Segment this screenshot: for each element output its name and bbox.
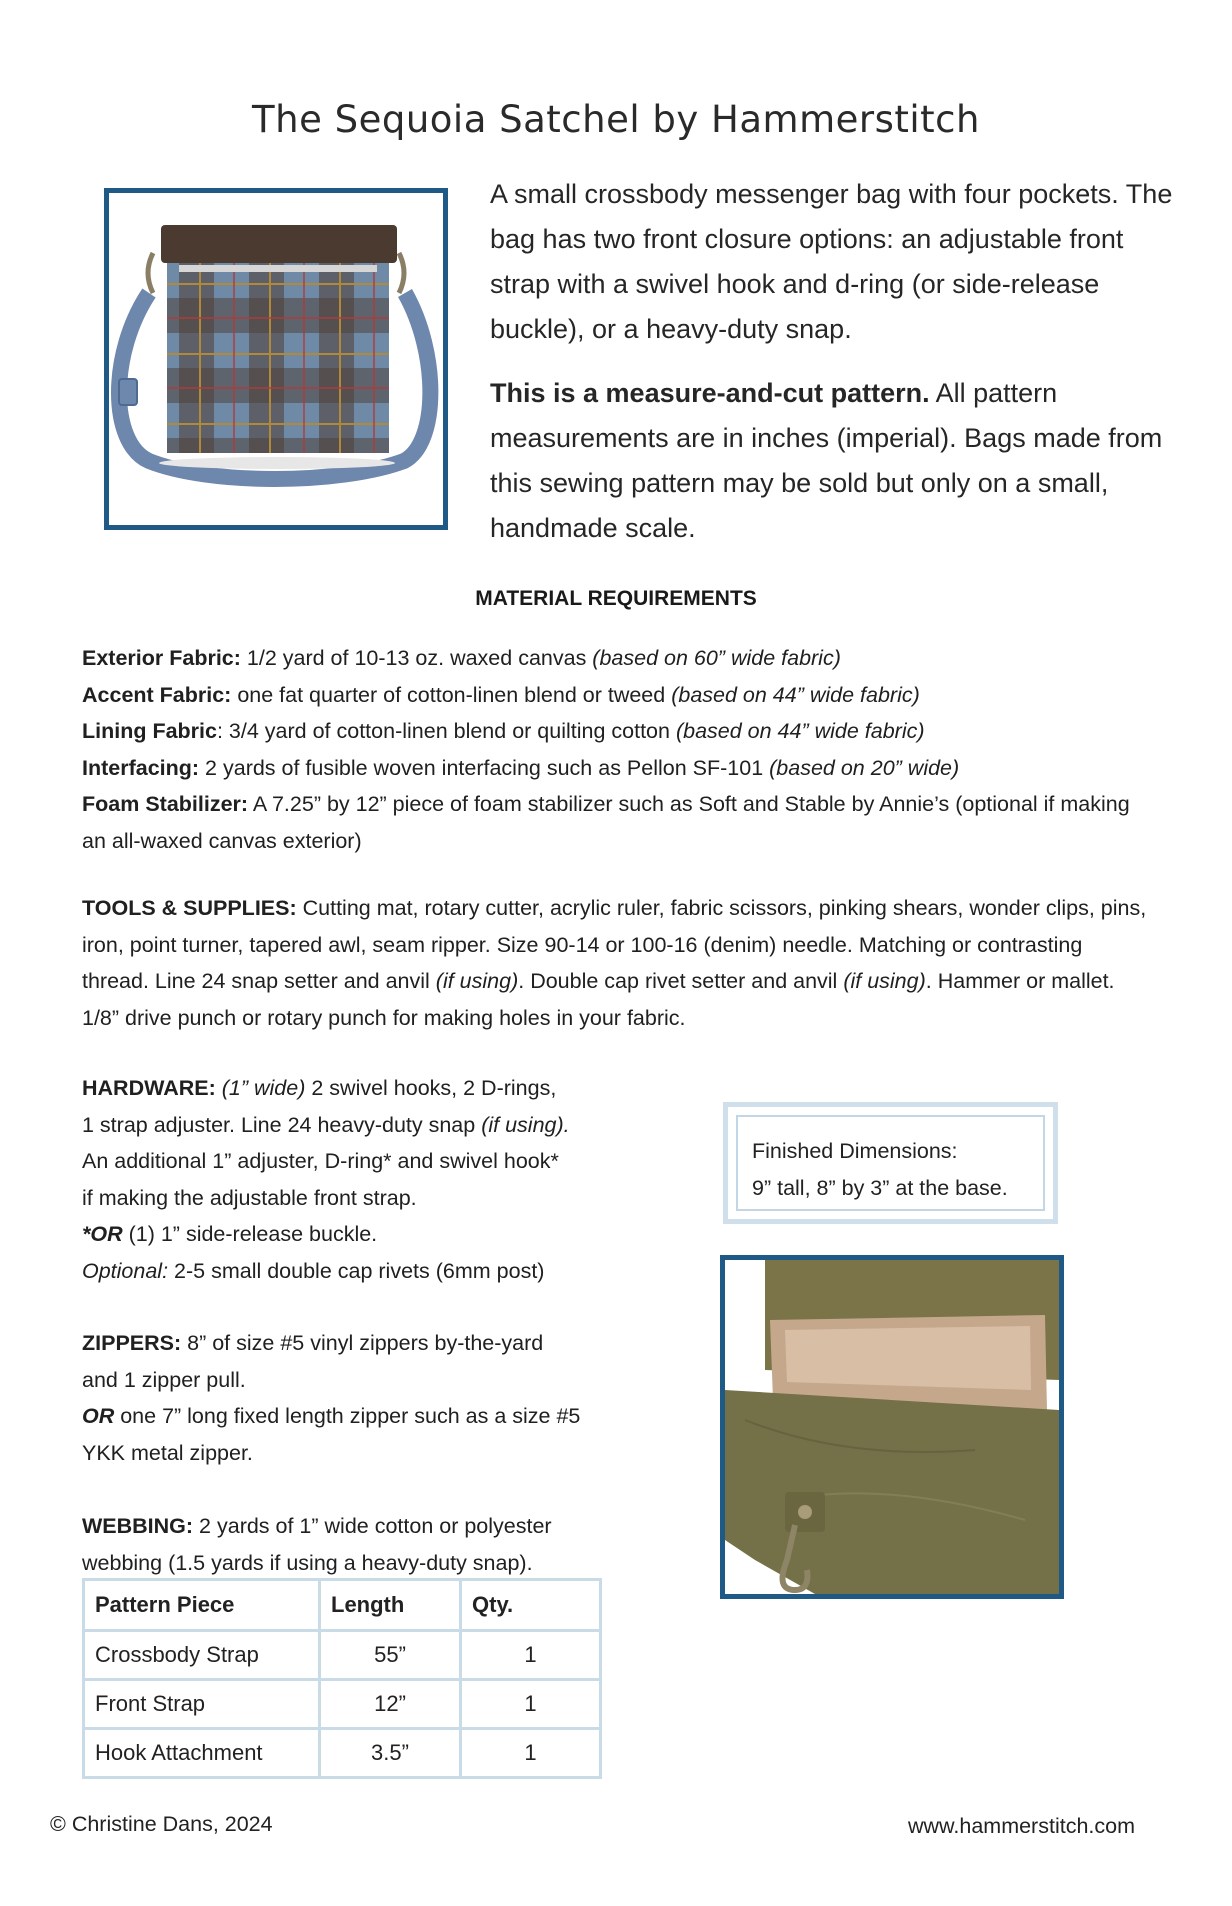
tools-label: TOOLS & SUPPLIES: [82, 896, 297, 920]
table-row [84, 1729, 601, 1778]
intro-paragraph: A small crossbody messenger bag with four pockets. The bag has two front closure options: an adjustable front strap with a swivel hook and d-ring (or side-release buckle), or a heavy-duty snap. [490, 179, 1173, 344]
hardware-line: An additional 1” adjuster, D-ring* and swivel hook* [82, 1149, 559, 1173]
material-note: (based on 44” wide fabric) [675, 719, 925, 743]
column-header: Qty. [461, 1580, 601, 1631]
hardware-line [82, 1216, 642, 1253]
zippers-line [82, 1398, 642, 1435]
pattern-details: All pattern measurements are in inches (imperial). Bags made from this sewing pattern may be sold but only on a small, handmade scale. [490, 378, 1163, 543]
materials-list [82, 640, 1142, 859]
intro-paragraph-pattern [490, 371, 1190, 551]
or-label: *OR [82, 1222, 123, 1246]
tools-note: (if using) [843, 969, 926, 993]
webbing-line: webbing (1.5 yards if using a heavy-duty snap). [82, 1550, 533, 1575]
dimensions-heading: Finished Dimensions: [752, 1139, 958, 1163]
section-heading: MATERIAL REQUIREMENTS [475, 587, 757, 610]
waxed-canvas-illustration [725, 1260, 1059, 1594]
finished-dimensions-inner [736, 1115, 1045, 1211]
table-row [84, 1680, 601, 1729]
hardware-text: 2 swivel hooks, 2 D-rings, [305, 1076, 557, 1100]
webbing-line [82, 1508, 642, 1545]
hardware-note: (if using). [481, 1112, 570, 1137]
tools-note: (if using) [435, 969, 519, 993]
table-cell: Front Strap [84, 1680, 320, 1729]
zippers-text: 8” of size #5 vinyl zippers by-the-yard [181, 1331, 544, 1355]
material-label: Interfacing: [82, 755, 200, 780]
material-item [82, 713, 1142, 750]
material-text: : 3/4 yard of cotton-linen blend or quilting cotton [216, 719, 676, 743]
pattern-pieces-table [82, 1578, 602, 1779]
tools-text: . Hammer or mallet. 1/8” drive punch or rotary punch for making holes in your fabric. [82, 969, 1115, 1030]
material-text: 1/2 yard of 10-13 oz. waxed canvas [240, 646, 593, 670]
hardware-label: HARDWARE: [82, 1076, 216, 1100]
material-text: one fat quarter of cotton-linen blend or tweed [231, 682, 672, 707]
webbing-label: WEBBING: [82, 1514, 194, 1538]
material-note: (based on 60” wide fabric) [592, 646, 841, 670]
material-item [82, 640, 1142, 677]
tools-text: . Double cap rivet setter and anvil [518, 969, 844, 993]
or-label: OR [82, 1404, 115, 1428]
bag-photo-front [104, 188, 448, 530]
table-cell: 1 [461, 1631, 601, 1680]
table-cell: 3.5” [320, 1729, 461, 1778]
material-item [82, 750, 1142, 787]
material-note: (based on 20” wide) [769, 755, 960, 780]
hardware-text: 1 strap adjuster. Line 24 heavy-duty snap [82, 1112, 482, 1137]
hardware-line [82, 1070, 642, 1107]
table-cell: 12” [320, 1680, 461, 1729]
bag-photo-interior [720, 1255, 1064, 1599]
material-note: (based on 44” wide fabric) [671, 682, 920, 707]
hardware-section [82, 1070, 642, 1289]
material-label: Exterior Fabric: [82, 646, 241, 670]
zippers-text: one 7” long fixed length zipper such as a size #5 [114, 1404, 581, 1428]
hardware-line [82, 1253, 642, 1290]
material-text: 2 yards of fusible woven interfacing such as Pellon SF-101 [199, 755, 770, 780]
material-item [82, 677, 1142, 714]
table-row [84, 1631, 601, 1680]
table-cell: 55” [320, 1631, 461, 1680]
pattern-type-highlight: This is a measure-and-cut pattern. [490, 378, 930, 408]
hardware-note: (1” wide) [215, 1076, 306, 1100]
table-cell: Hook Attachment [84, 1729, 320, 1778]
table-cell: Crossbody Strap [84, 1631, 320, 1680]
zippers-line: YKK metal zipper. [82, 1440, 253, 1465]
hardware-line [82, 1107, 642, 1144]
material-text: A 7.25” by 12” piece of foam stabilizer such as Soft and Stable by Annie’s (optional if making an all-waxed canvas exterior) [82, 792, 1130, 853]
website-link[interactable]: www.hammerstitch.com [908, 1814, 1135, 1838]
table-cell: 1 [461, 1680, 601, 1729]
zippers-section [82, 1325, 642, 1471]
page-title: The Sequoia Satchel by Hammerstitch [252, 98, 980, 141]
material-item [82, 786, 1142, 859]
hardware-text: (1) 1” side-release buckle. [122, 1222, 378, 1246]
tools-supplies [82, 890, 1152, 1036]
material-label: Lining Fabric [82, 719, 217, 743]
table-cell: 1 [461, 1729, 601, 1778]
webbing-section [82, 1508, 642, 1581]
material-label: Accent Fabric: [82, 682, 232, 707]
table-header-row [84, 1580, 601, 1631]
webbing-text: 2 yards of 1” wide cotton or polyester [193, 1514, 552, 1538]
optional-label: Optional: [82, 1258, 169, 1283]
zippers-line [82, 1325, 642, 1362]
copyright: © Christine Dans, 2024 [50, 1812, 273, 1836]
zippers-line: and 1 zipper pull. [82, 1367, 246, 1392]
dimensions-value: 9” tall, 8” by 3” at the base. [752, 1176, 1008, 1200]
material-label: Foam Stabilizer: [82, 792, 249, 816]
finished-dimensions-box [723, 1102, 1058, 1224]
hardware-line: if making the adjustable front strap. [82, 1185, 417, 1210]
zippers-label: ZIPPERS: [82, 1331, 182, 1355]
column-header: Pattern Piece [84, 1580, 320, 1631]
plaid-satchel-illustration [109, 193, 443, 525]
hardware-text: 2-5 small double cap rivets (6mm post) [168, 1258, 545, 1283]
intro-text [490, 172, 1190, 570]
tools-text: Cutting mat, rotary cutter, acrylic ruler, fabric scissors, pinking shears, wonder clips, pins, iron, point turner, tapered awl, seam ripper. Size 90-14 or 100-16 (denim) needle. Matching or contrasting thread. Line 24 snap setter and anvil [82, 896, 1147, 993]
column-header: Length [320, 1580, 461, 1631]
